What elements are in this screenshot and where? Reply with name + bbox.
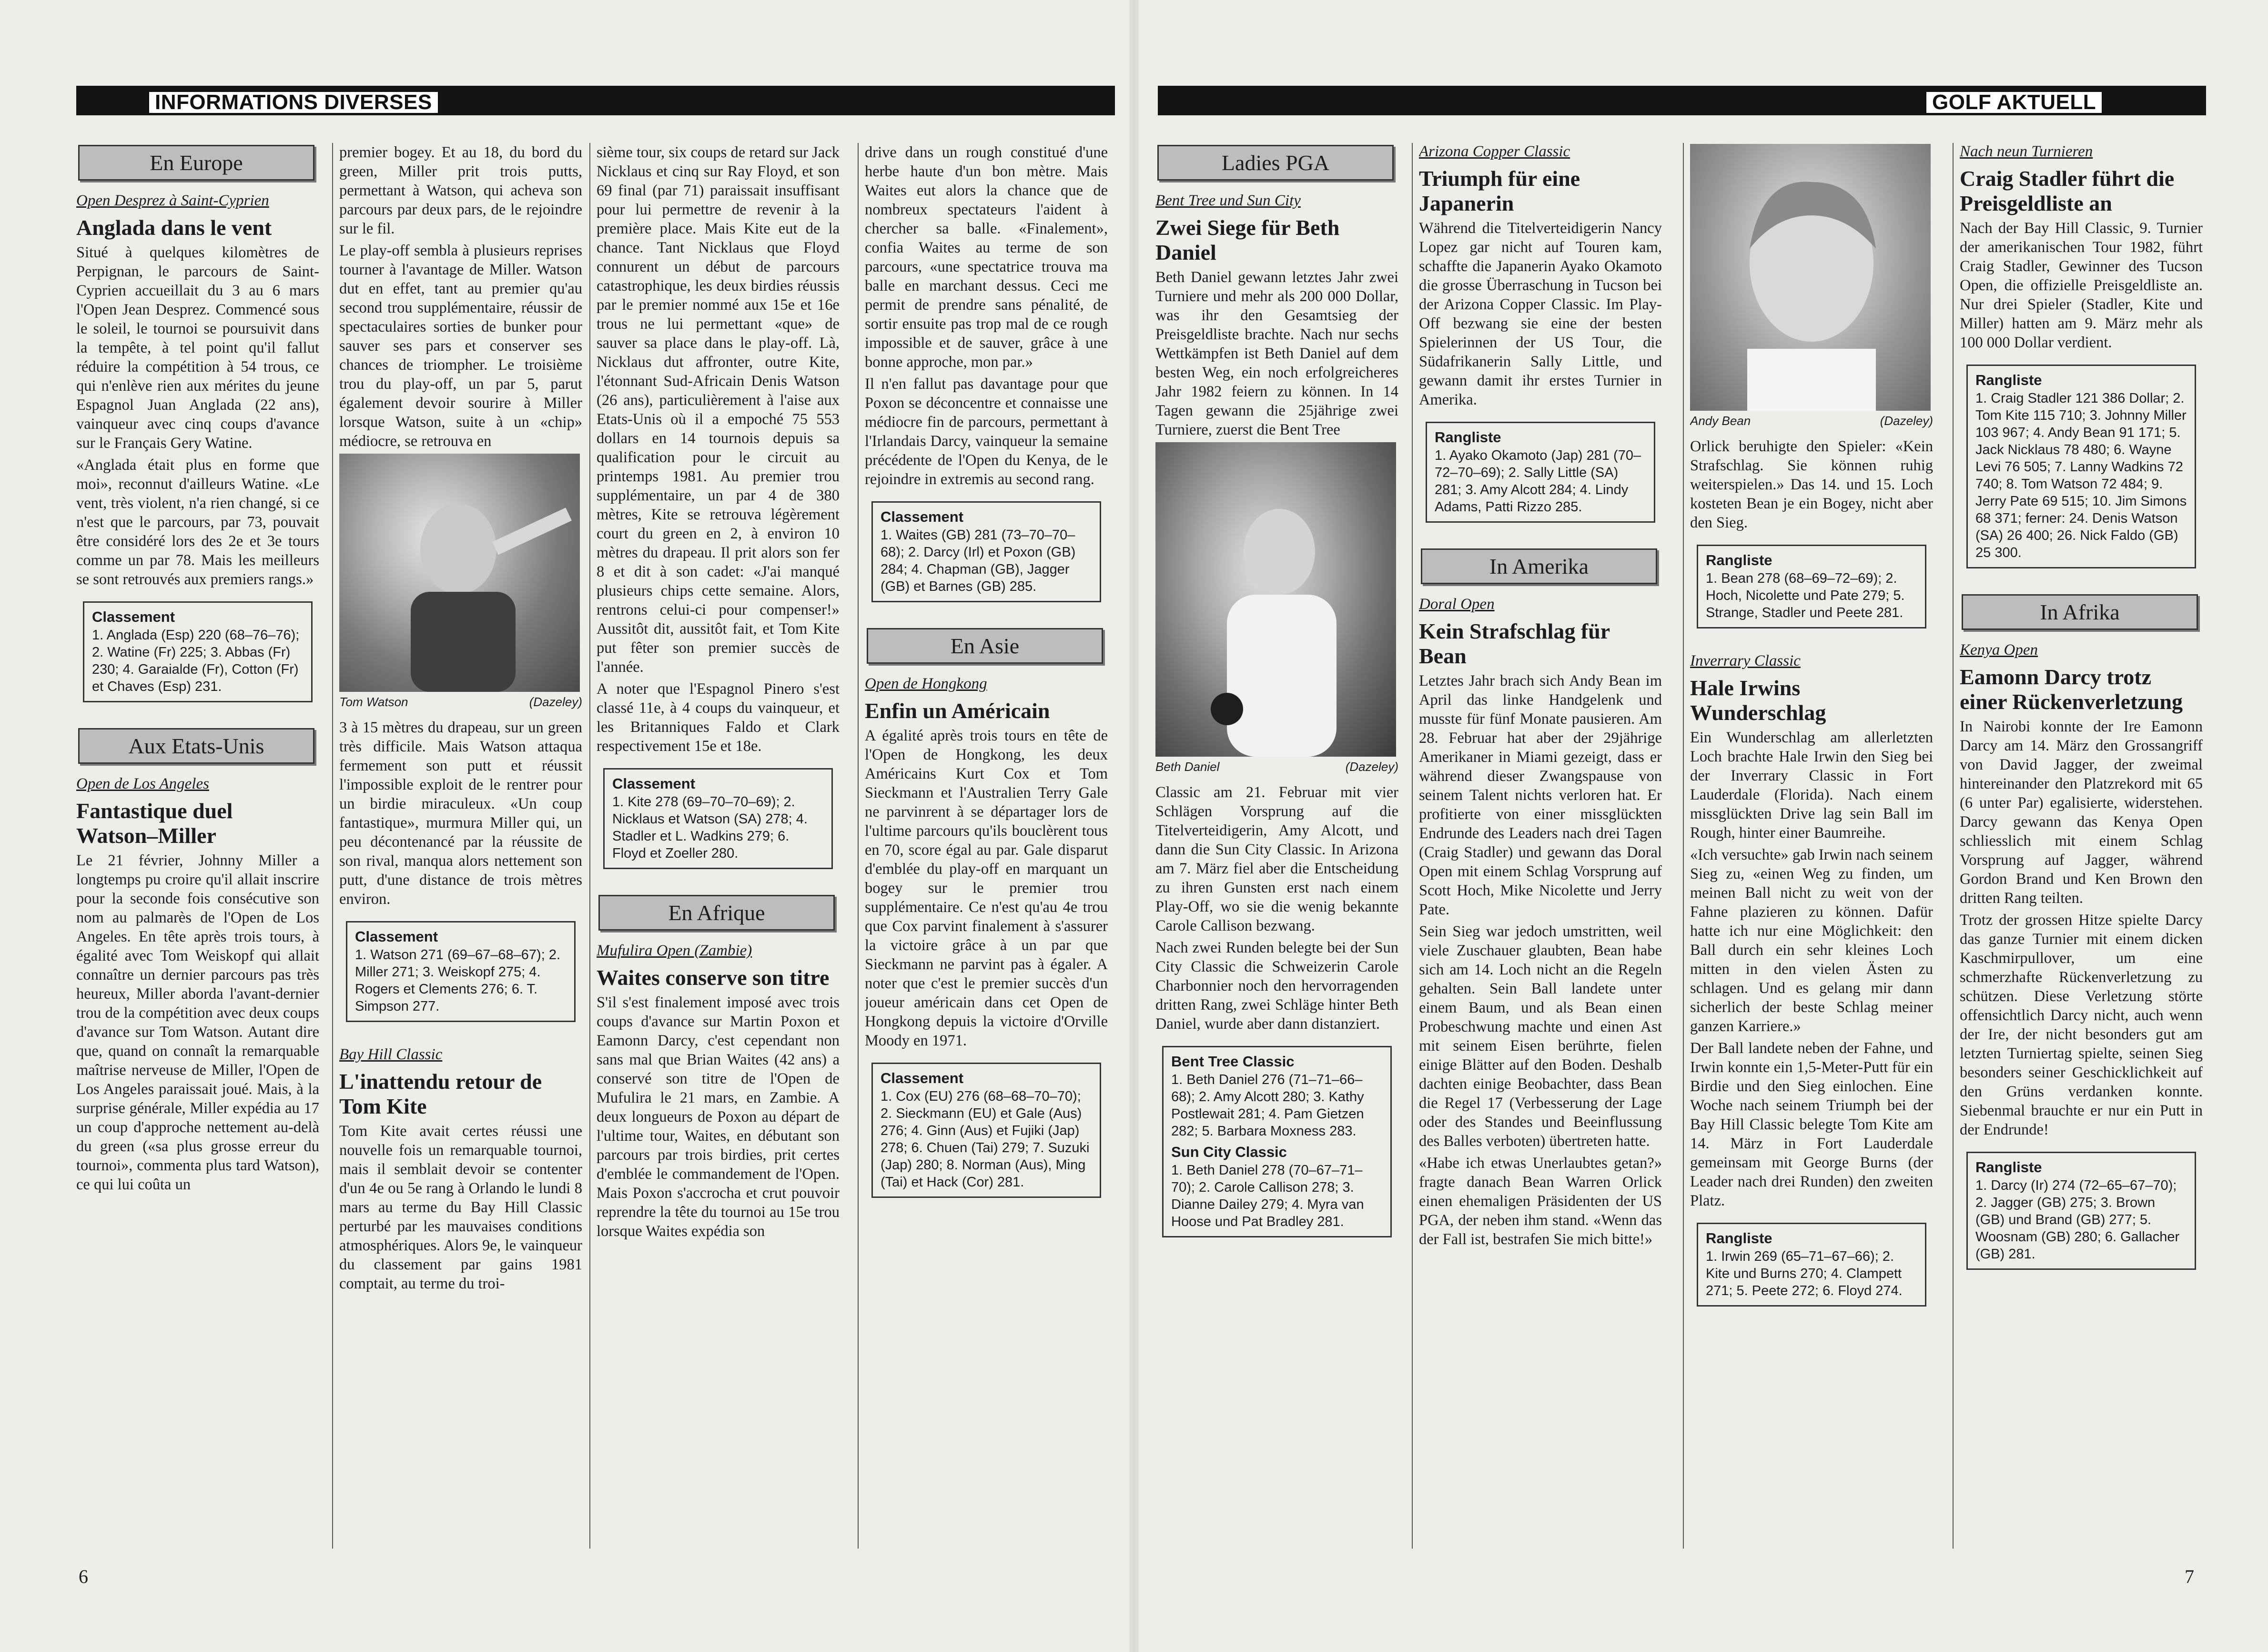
- results-title: Classement: [612, 775, 696, 792]
- results-title: Classement: [881, 1070, 964, 1086]
- photo-beth-daniel: [1155, 442, 1396, 757]
- section-heading-amerika: In Amerika: [1421, 548, 1657, 584]
- article-body: Trotz der grossen Hitze spielte Darcy das ganze Turnier mit einem dicken Kaschmirpullover, um eine schmerzhafte Rückenverletzung zu schützen. Diese Verletzung störte offensichtlich Darcy nicht, auch wenn der Ire, der nicht besonders gut am letzten Turniertag spielte, seinen Sieg besonders seiner Geschicklichkeit auf den Grüns verdanken konnte. Siebenmal brauchte er nur ein Putt in der Endrunde!: [1960, 912, 2203, 1138]
- article-body: Beth Daniel gewann letztes Jahr zwei Turniere und mehr als 200 000 Dollar, was ihr den Gesamtsieg der Preisgeldliste brachte. Nach nur sechs Wettkämpfen ist Beth Daniel auf dem besten Weg, ein noch erfolgreicheres Jahr 1982 feiern zu können. In 14 Tagen gewann die 25jährige zwei Turniere, zuerst die Bent Tree: [1155, 269, 1398, 438]
- article-body: In Nairobi konnte der Ire Eamonn Darcy am 14. März den Grossangriff von David Jagger, der zweimal hintereinander den Platzrekord mit 65 (6 unter Par) egalisierte, widerstehen. Darcy gewann das Kenya Open schliesslich mit einem Schlag Vorsprung auf Jagger, während Gordon Brand und Ken Brown den dritten Rang teilten.: [1960, 718, 2203, 907]
- event-title: Doral Open: [1419, 596, 1495, 613]
- article-body: Ein Wunderschlag am allerletzten Loch brachte Hale Irwin den Sieg bei der Inverrary Classic in Fort Lauderdale (Florida). Nach einem missglückten Drive lag sein Ball im Rough, hinter einer Baumreihe.: [1690, 729, 1933, 841]
- article-headline: Hale Irwins Wunderschlag: [1690, 676, 1826, 725]
- article-body: Classic am 21. Februar mit vier Schlägen Vorsprung auf die Titelverteidigerin, Amy Alcott, und dann die Sun City Classic. In Arizona am 7. März fiel aber die Entscheidung zu ihren Gunsten erst nach einem Play-Off, wo sie die wenig bekannte Carole Callison bezwang.: [1155, 784, 1398, 934]
- section-heading-ladies-pga: Ladies PGA: [1157, 145, 1394, 181]
- event-title: Open de Hongkong: [865, 675, 987, 692]
- caption-credit: (Dazeley): [529, 695, 582, 709]
- article-body: sième tour, six coups de retard sur Jack Nicklaus et cinq sur Ray Floyd, et son 69 final (par 71) paraissait insuffisant pour lui permettre de revenir à la première place. Mais Kite eut de la chance. Tant Nicklaus que Floyd connurent un début de parcours catastrophique, les deux birdies réussis par le premier nommé aux 15e et 16e trous ne lui permettant «que» de sauver sa place dans le play-off. Là, Nicklaus dut affronter, outre Kite, l'étonnant Sud-Africain Denis Watson (26 ans), particulièrement à l'aise aux Etats-Unis où il a empoché 75 553 dollars en 14 tournois depuis sa qualification pour le circuit au printemps 1981. Au premier trou supplémentaire, un par 4 de 380 mètres, Kite se retrouva légèrement court du green en 2, à environ 10 mètres du drapeau. Il prit alors son fer 8 et dit à son cadet: «J'ai manqué plusieurs chips cette semaine. Alors, rentrons celui-ci pour compenser!» Aussitôt dit, aussitôt fait, et Tom Kite put fêter son premier succès de l'année.: [597, 144, 840, 676]
- photo-caption: [1155, 760, 1398, 774]
- results-title: Sun City Classic: [1171, 1144, 1287, 1160]
- article-body: Während die Titelverteidigerin Nancy Lopez gar nicht auf Touren kam, schaffte die Japanerin Ayako Okamoto die grosse Überraschung in Tucson bei der Arizona Copper Classic. Im Play-Off bezwang sie eine der besten Spielerinnen der US Tour, die Südafrikanerin Sally Little, und gewann damit ihr erstes Turnier in Amerika.: [1419, 220, 1662, 408]
- caption-name: Tom Watson: [339, 695, 408, 709]
- article-body: Orlick beruhigte den Spieler: «Kein Strafschlag. Sie können ruhig weiterspielen.» Das 14. und 15. Loch kosteten Bean je ein Bogey, nicht aber den Sieg.: [1690, 438, 1933, 531]
- results-title: Rangliste: [1706, 1230, 1772, 1247]
- article-headline: Fantastique duel Watson–Miller: [76, 799, 233, 848]
- event-title: Arizona Copper Classic: [1419, 143, 1570, 160]
- photo-caption: [1690, 414, 1933, 428]
- article-body: «Anglada était plus en forme que moi», reconnut d'ailleurs Watine. «Le vent, très violent, n'a rien changé, si ce n'est que le parcours, par 73, pouvait être considéré lors des 2e et 3e tours comme un par 78. Mais les meilleurs se sont retrouvés aux premiers rangs.»: [76, 456, 319, 588]
- results-text: 1. Watson 271 (69–67–68–67); 2. Miller 271; 3. Weiskopf 275; 4. Rogers et Clements 276; 6. T. Simpson 277.: [355, 947, 561, 1014]
- column-2: [339, 143, 582, 1549]
- results-text: 1. Beth Daniel 276 (71–71–66–68); 2. Amy Alcott 280; 3. Kathy Postlewait 281; 4. Pam Gietzen 282; 5. Barbara Moxness 283.: [1171, 1072, 1364, 1139]
- page-number: 6: [79, 1566, 88, 1587]
- results-title: Classement: [355, 928, 438, 945]
- article-body: premier bogey. Et au 18, du bord du green, Miller prit trois putts, permettant à Watson, qui acheva son parcours par deux pars, de le rejoindre sur le fil.: [339, 144, 582, 237]
- article-body: Le 21 février, Johnny Miller a longtemps pu croire qu'il allait inscrire pour la seconde fois consécutive son nom au palmarès de l'Open de Los Angeles. En tête après trois tours, à égalité avec Tom Weiskopf qui allait connaître un dernier parcours pas très heureux, Miller aborda l'avant-dernier trou de la compétition avec deux coups d'avance sur Tom Watson. Autant dire que, quand on connaît la remarquable maîtrise nerveuse de Miller, l'Open de Los Angeles paraissait joué. Mais, à la surprise générale, Miller expédia au 17 un coup d'approche nettement au-delà du green («sa plus grosse erreur du tournoi», commenta plus tard Watson), ce qui lui coûta un: [76, 852, 319, 1193]
- caption-credit: (Dazeley): [1880, 414, 1933, 428]
- article-body: A égalité après trois tours en tête de l'Open de Hongkong, les deux Américains Kurt Cox et Tom Sieckmann et l'Australien Terry Gale ne parvinrent à se départager lors de l'ultime parcours qu'ils bouclèrent tous en 70, score égal au par. Gale disparut d'emblée du play-off en marquant un bogey sur le premier trou supplémentaire. Ce n'est qu'au 4e trou que Cox parvint finalement à s'assurer la victoire grâce à un par que Sieckmann ne parvint pas à égaler. A noter que c'est le premier succès d'un joueur américain dans cet Open de Hongkong depuis la victoire d'Orville Moody en 1971.: [865, 727, 1108, 1049]
- section-heading-usa: Aux Etats-Unis: [78, 728, 314, 764]
- event-title: Bay Hill Classic: [339, 1046, 443, 1063]
- results-text: 1. Beth Daniel 278 (70–67–71–70); 2. Carole Callison 278; 3. Dianne Dailey 279; 4. Myra van Hoose und Pat Bradley 281.: [1171, 1163, 1364, 1229]
- section-heading-africa: En Afrique: [598, 895, 835, 931]
- results-box: [603, 768, 833, 869]
- caption-name: Andy Bean: [1690, 414, 1751, 428]
- column-rule: [1953, 143, 1954, 1549]
- article-headline: Kein Strafschlag für Bean: [1419, 619, 1610, 668]
- article-headline: L'inattendu retour de Tom Kite: [339, 1069, 542, 1118]
- golfer-silhouette-icon: [1155, 442, 1396, 757]
- article-body: Le play-off sembla à plusieurs reprises tourner à l'avantage de Miller. Watson dut en effet, tant au premier qu'au second trou supplémentaire, réussir de spectaculaires sorties de bunker pour sauver ses pars et conserver ses chances de triompher. Le troisième trou du play-off, un par 5, parut également devoir sourire à Miller lorsque Watson, suite à un «chip» médiocre, se retrouva en: [339, 242, 582, 450]
- column-1: [76, 143, 319, 1549]
- article-headline: Waites conserve son titre: [597, 965, 830, 990]
- event-title: Open Desprez à Saint-Cyprien: [76, 192, 269, 209]
- article-body: «Habe ich etwas Unerlaubtes getan?» fragte danach Bean Warren Orlick einen ehemaligen Präsidenten der US PGA, der neben ihm stand. «Wenn das der Fall ist, bestrafen Sie mich bitte!»: [1419, 1155, 1662, 1248]
- article-headline: Anglada dans le vent: [76, 215, 272, 240]
- results-text: 1. Irwin 269 (65–71–67–66); 2. Kite und Burns 270; 4. Clampett 271; 5. Peete 272; 6. Floyd 274.: [1706, 1249, 1903, 1298]
- results-title: Rangliste: [1975, 1159, 2042, 1176]
- column-1: [1155, 143, 1398, 1549]
- results-text: 1. Bean 278 (68–69–72–69); 2. Hoch, Nicolette und Pate 279; 5. Strange, Stadler und Peete 281.: [1706, 571, 1905, 620]
- results-box: [1426, 422, 1655, 523]
- event-title: Nach neun Turnieren: [1960, 143, 2093, 160]
- article-body: Nach zwei Runden belegte bei der Sun City Classic die Schweizerin Carole Charbonnier noch den hervorragenden dritten Rang, zwei Schläge hinter Beth Daniel, wurde aber dann distanziert.: [1155, 939, 1398, 1033]
- header-label-left: INFORMATIONS DIVERSES: [148, 91, 439, 114]
- section-heading-afrika: In Afrika: [1962, 594, 2198, 630]
- results-text: 1. Kite 278 (69–70–70–69); 2. Nicklaus et Watson (SA) 278; 4. Stadler et L. Wadkins 279; 6. Floyd et Zoeller 280.: [612, 794, 808, 861]
- column-rule: [332, 143, 333, 1549]
- article-body: S'il s'est finalement imposé avec trois coups d'avance sur Martin Poxon et Eamonn Darcy, c'est cependant non sans mal que Brian Waites (42 ans) a conservé son titre de l'Open de Mufulira le 21 mars, en Zambie. A deux longueurs de Poxon au départ de l'ultime tour, Waites, en débutant son parcours par trois birdies, prit certes d'emblée le commandement de l'Open. Mais Poxon s'accrocha et crut pouvoir reprendre la tête du tournoi au 15e trou lorsque Waites expédia son: [597, 994, 840, 1240]
- article-body: Sein Sieg war jedoch umstritten, weil viele Zuschauer glaubten, Bean habe sich am 14. Loch nicht an die Regeln gehalten. Sein Ball landete unter einem Baum, und als Bean einen Probeschwung machte und einen Ast mit seinem Eisen berührte, fielen einige Blätter auf den Boden. Deshalb dachten einige Beobachter, dass Bean die Regel 17 (Verbesserung der Lage oder des Standes und Beeinflussung des Balles verboten) übertreten hatte.: [1419, 923, 1662, 1150]
- results-box: [1966, 1152, 2196, 1270]
- results-box: [1966, 365, 2196, 568]
- portrait-silhouette-icon: [1690, 144, 1931, 411]
- article-body: Nach der Bay Hill Classic, 9. Turnier der amerikanischen Tour 1982, führt Craig Stadler, Gewinner des Tucson Open, die offizielle Preisgeldliste an. Nur drei Spieler (Stadler, Kite und Miller) hatten am 9. März mehr als 100 000 Dollar verdient.: [1960, 220, 2203, 351]
- article-body: Letztes Jahr brach sich Andy Bean im April das linke Handgelenk und musste für fünf Monate pausieren. Am 28. Februar hat aber der 29jährige Amerikaner in Miami gezeigt, dass er während dieser Zwangspause von seinem Talent nichts verloren hat. Er profitierte von einer missglückten Endrunde des Leaders nach drei Tagen (Craig Stadler) und gewann das Doral Open mit einem Schlag Vorsprung auf Scott Hoch, Mike Nicolette und Jerry Pate.: [1419, 672, 1662, 918]
- results-text: 1. Craig Stadler 121 386 Dollar; 2. Tom Kite 115 710; 3. Johnny Miller 103 967; 4. Andy Bean 91 171; 5. Jack Nicklaus 78 480; 6. Wayne Levi 76 505; 7. Lanny Wadkins 72 740; 8. Tom Watson 72 484; 9. Jerry Pate 69 515; 10. Jim Simons 68 371; ferner: 24. Denis Watson (SA) 26 400; 26. Nick Faldo (GB) 25 300.: [1975, 391, 2187, 560]
- article-body: drive dans un rough constitué d'une herbe haute d'un bon mètre. Mais Waites eut alors la chance que de nombreux spectateurs l'aident à chercher sa balle. «Finalement», confia Waites au terme de son parcours, «une spectatrice trouva ma balle en marchant dessus. Ceci me permit de prendre sans pénalité, de sortir ensuite pas trop mal de ce rough impossible et de sauver, grâce à une bonne approche, mon par.»: [865, 144, 1108, 371]
- results-title: Rangliste: [1706, 552, 1772, 568]
- results-box: [83, 601, 313, 702]
- section-heading-asia: En Asie: [867, 628, 1103, 664]
- article-headline: Craig Stadler führt die Preisgeldliste an: [1960, 166, 2175, 215]
- article-body: Il n'en fallut pas davantage pour que Poxon se déconcentre et connaisse une médiocre fin de parcours, permettant à l'Irlandais Darcy, vainqueur la semaine précédente de l'Open du Kenya, de le rejoindre in extremis au second rang.: [865, 375, 1108, 488]
- photo-andy-bean: [1690, 144, 1931, 411]
- page-number: 7: [2185, 1566, 2194, 1587]
- results-box: [346, 921, 576, 1022]
- results-text: 1. Ayako Okamoto (Jap) 281 (70–72–70–69); 2. Sally Little (SA) 281; 3. Amy Alcott 284; 4. Lindy Adams, Patti Rizzo 285.: [1435, 448, 1641, 515]
- results-box: [1697, 1223, 1926, 1307]
- article-body: «Ich versuchte» gab Irwin nach seinem Sieg zu, «einen Weg zu finden, um meinen Ball nicht zu weit von der Fahne plazieren zu können. Dafür hatte ich nur eine Möglichkeit: den Ball durch ein sehr kleines Loch mitten in den vielen Ästen zu schlagen. Und es gelang mir dann sicherlich der beste Schlag meiner ganzen Karriere.»: [1690, 846, 1933, 1035]
- article-headline: Zwei Siege für Beth Daniel: [1155, 215, 1340, 264]
- results-box: [871, 501, 1101, 602]
- results-box: [1162, 1046, 1392, 1237]
- event-title: Kenya Open: [1960, 641, 2038, 659]
- golfer-silhouette-icon: [339, 454, 580, 692]
- results-text: 1. Anglada (Esp) 220 (68–76–76); 2. Watine (Fr) 225; 3. Abbas (Fr) 230; 4. Garaialde (Fr), Cotton (Fr) et Chaves (Esp) 231.: [92, 628, 300, 694]
- results-text: 1. Cox (EU) 276 (68–68–70–70); 2. Sieckmann (EU) et Gale (Aus) 276; 4. Ginn (Aus) et Fujiki (Jap) 278; 6. Chuen (Tai) 279; 7. Suzuki (Jap) 280; 8. Norman (Aus), Ming (Tai) et Hack (Cor) 281.: [881, 1089, 1090, 1190]
- results-box: [871, 1063, 1101, 1198]
- results-title: Classement: [881, 508, 964, 525]
- article-headline: Triumph für eine Japanerin: [1419, 166, 1580, 215]
- results-title: Classement: [92, 608, 175, 625]
- column-rule: [858, 143, 859, 1549]
- caption-credit: (Dazeley): [1345, 760, 1398, 774]
- column-4: [1960, 143, 2203, 1549]
- column-rule: [589, 143, 590, 1549]
- header-label-right: GOLF AKTUELL: [1925, 91, 2103, 114]
- article-body: A noter que l'Espagnol Pinero s'est classé 11e, à 4 coups du vainqueur, et les Britanniques Faldo et Clark respectivement 15e et 18e.: [597, 680, 840, 755]
- column-3: [597, 143, 840, 1549]
- event-title: Mufulira Open (Zambie): [597, 942, 752, 959]
- article-body: Tom Kite avait certes réussi une nouvelle fois un remarquable tournoi, mais il semblait devoir se contenter d'un 4e ou 5e rang à Orlando le lundi 8 mars au terme du Bay Hill Classic perturbé par les mauvaises conditions atmosphériques. Alors 9e, le vainqueur du classement par gains 1981 comptait, au terme du troi-: [339, 1123, 582, 1292]
- article-body: Der Ball landete neben der Fahne, und Irwin konnte ein 1,5-Meter-Putt für ein Birdie und den Sieg einlochen. Eine Woche nach seinem Triumph bei der Bay Hill Classic belegte Tom Kite am 14. März in Fort Lauderdale gemeinsam mit George Burns (der Leader nach drei Runden) den zweiten Platz.: [1690, 1040, 1933, 1209]
- column-rule: [1683, 143, 1684, 1549]
- results-box: [1697, 545, 1926, 628]
- photo-tom-watson: [339, 454, 580, 692]
- section-heading-europe: En Europe: [78, 145, 314, 181]
- results-title: Rangliste: [1975, 372, 2042, 388]
- event-title: Open de Los Angeles: [76, 775, 209, 792]
- results-text: 1. Darcy (Ir) 274 (72–65–67–70); 2. Jagger (GB) 275; 3. Brown (GB) und Brand (GB) 277; 5. Woosnam (GB) 280; 6. Gallacher (GB) 281.: [1975, 1178, 2180, 1262]
- article-body: 3 à 15 mètres du drapeau, sur un green très difficile. Mais Watson attaqua fermement son putt et réussit l'impossible exploit de le rentrer pour un birdie miraculeux. «Un coup fantastique», murmura Miller qui, un peu décontenancé par la réussite de son rival, manqua alors nettement son putt, d'une distance de trois mètres environ.: [339, 719, 582, 908]
- column-2: [1419, 143, 1662, 1549]
- column-4: [865, 143, 1108, 1549]
- column-3: [1690, 143, 1933, 1549]
- article-headline: Enfin un Américain: [865, 699, 1050, 723]
- article-headline: Eamonn Darcy trotz einer Rückenverletzung: [1960, 665, 2183, 714]
- results-title: Rangliste: [1435, 429, 1501, 446]
- right-page: [1134, 0, 2268, 1652]
- results-text: 1. Waites (GB) 281 (73–70–70–68); 2. Darcy (Irl) et Poxon (GB) 284; 4. Chapman (GB), Jagger (GB) et Barnes (GB) 285.: [881, 527, 1076, 594]
- event-title: Inverrary Classic: [1690, 652, 1801, 669]
- results-title: Bent Tree Classic: [1171, 1053, 1295, 1070]
- column-rule: [1412, 143, 1413, 1549]
- article-body: Situé à quelques kilomètres de Perpignan, le parcours de Saint-Cyprien accueillait du 3 au 6 mars l'Open Jean Desprez. Commencé sous le soleil, le tournoi se poursuivit dans la tempête, à tel point qu'il fallut réduire la compétition à 54 trous, ce qui n'enlève rien aux mérites du jeune Espagnol Juan Anglada (22 ans), vainqueur avec cinq coups d'avance sur le Français Gery Watine.: [76, 244, 319, 452]
- caption-name: Beth Daniel: [1155, 760, 1220, 774]
- event-title: Bent Tree und Sun City: [1155, 192, 1301, 209]
- photo-caption: [339, 695, 582, 709]
